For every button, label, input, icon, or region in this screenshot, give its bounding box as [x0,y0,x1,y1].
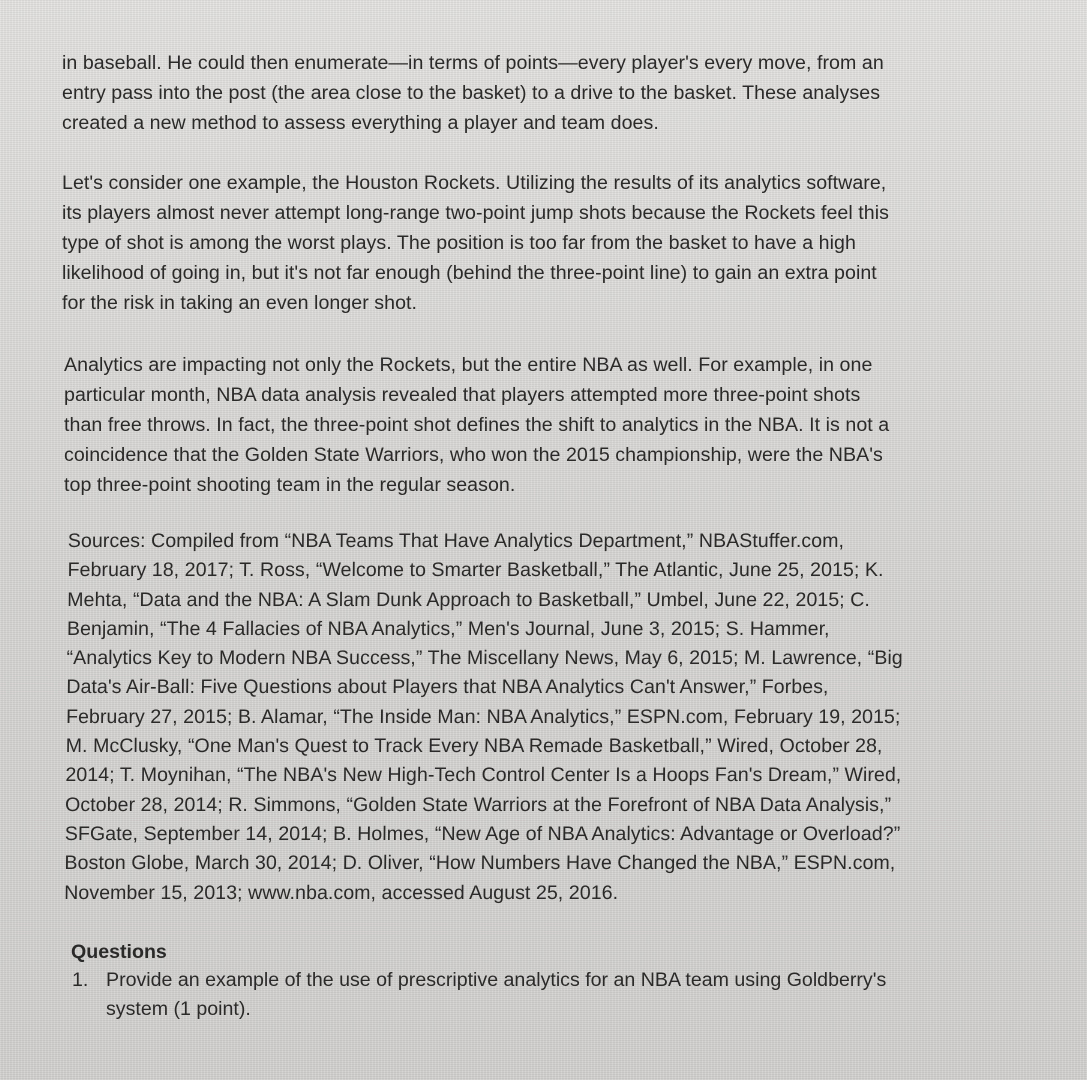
questions-list [72,966,1062,1024]
body-paragraph-houston-rockets: Let's consider one example, the Houston Rockets. Utilizing the results of its analytics software, its players almost never attempt long-range two-point jump shots because the Rockets feel this type of shot is among the worst plays. The position is too far from the basket to have a high likelihood of going in, but it's not far enough (behind the three-point line) to gain an extra point for the risk in taking an even longer shot. [62,172,889,314]
question-text: Provide an example of the use of prescriptive analytics for an NBA team using Goldberry's system (1 point). [106,969,887,1020]
question-item-1 [72,966,1062,1024]
questions-heading: Questions [71,941,167,963]
sources-paragraph: Sources: Compiled from “NBA Teams That Have Analytics Department,” NBAStuffer.com, February 18, 2017; T. Ross, “Welcome to Smarter Basketball,” The Atlantic, June 25, 2015; K. Mehta, “Data and the NBA: A Slam Dunk Approach to Basketball,” Umbel, June 22, 2015; C. Benjamin, “The 4 Fallacies of NBA Analytics,” Men's Journal, June 3, 2015; S. Hammer, “Analytics Key to Modern NBA Success,” The Miscellany News, May 6, 2015; M. Lawrence, “Big Data's Air-Ball: Five Questions about Players that NBA Analytics Can't Answer,” Forbes, February 27, 2015; B. Alamar, “The Inside Man: NBA Analytics,” ESPN.com, February 19, 2015; M. McClusky, “One Man's Quest to Track Every NBA Remade Basketball,” Wired, October 28, 2014; T. Moynihan, “The NBA's New High-Tech Control Center Is a Hoops Fan's Dream,” Wired, October 28, 2014; R. Simmons, “Golden State Warriors at the Forefront of NBA Data Analysis,” SFGate, September 14, 2014; B. Holmes, “New Age of NBA Analytics: Advantage or Overload?” Boston Globe, March 30, 2014; D. Oliver, “How Numbers Have Changed the NBA,” ESPN.com, November 15, 2013; www.nba.com, accessed August 25, 2016. [64,530,903,904]
question-number: 1. [72,969,89,991]
body-paragraph-baseball-analysis: in baseball. He could then enumerate—in terms of points—every player's every move, from an entry pass into the post (the area close to the basket) to a drive to the basket. These analyses created a new method to assess everything a player and team does. [62,52,884,134]
body-paragraph-nba-three-point: Analytics are impacting not only the Rockets, but the entire NBA as well. For example, in one particular month, NBA data analysis revealed that players attempted more three-point shots than free throws. In fact, the three-point shot defines the shift to analytics in the NBA. It is not a coincidence that the Golden State Warriors, who won the 2015 championship, were the NBA's top three-point shooting team in the regular season. [64,354,890,496]
